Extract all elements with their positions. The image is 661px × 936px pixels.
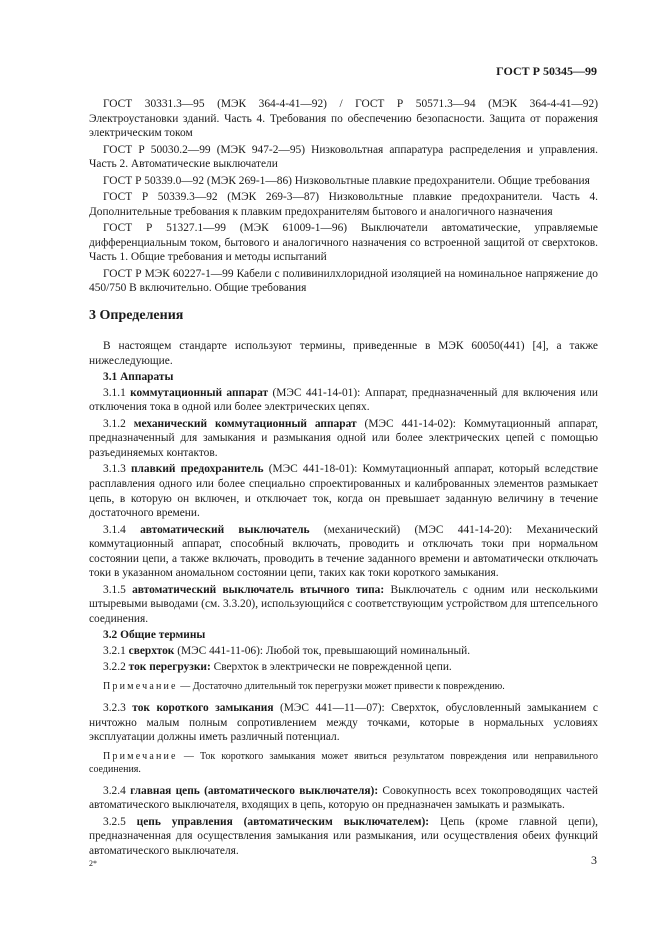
definition-text: (МЭС 441-14-01): Аппарат, предназначенный для включения или отключения тока в одной или более электрических цепях. xyxy=(89,386,599,414)
definition-term: сверхток xyxy=(128,644,175,657)
document-body xyxy=(89,97,598,860)
note xyxy=(89,680,598,693)
definition-number: 3.1.1 xyxy=(103,386,126,399)
reference-item: ГОСТ Р 50339.0—92 (МЭК 269-1—86) Низковольтные плавкие предохранители. Общие требования xyxy=(103,174,590,187)
sheet-mark: 2* xyxy=(89,859,97,868)
section-intro: В настоящем стандарте используют термины, приведенные в МЭК 60050(441) [4], а также нижеследующие. xyxy=(89,340,598,367)
note xyxy=(89,750,598,776)
subsection-title: 3.2 Общие термины xyxy=(103,629,206,642)
definition-text: Сверхток в электрически не поврежденной цепи. xyxy=(210,661,452,674)
definition-number: 3.1.5 xyxy=(103,583,126,596)
reference-item: ГОСТ 30331.3—95 (МЭК 364-4-41—92) / ГОСТ Р 50571.3—94 (МЭК 364-4-41—92) Электроустановки зданий. Часть 4. Требования по обеспечению безопасности. Защита от поражения электрическим током xyxy=(89,98,598,140)
reference-item: ГОСТ Р 51327.1—99 (МЭК 61009-1—96) Выключатели автоматические, управляемые дифференциальным током, бытового и аналогичного назначения со встроенной защитой от сверхтоков. Часть 1. Общие требования и методы испытаний xyxy=(89,221,598,264)
definition-term: ток перегрузки: xyxy=(128,661,211,674)
definition-number: 3.2.4 xyxy=(103,784,126,797)
definition-3-2-2 xyxy=(89,660,598,675)
reference-item: ГОСТ Р 50030.2—99 (МЭК 947-2—95) Низковольтная аппаратура распределения и управления. Часть 2. Автоматические выключатели xyxy=(89,143,598,171)
definition-number: 3.2.2 xyxy=(103,661,126,674)
definition-3-2-4 xyxy=(89,784,598,813)
definition-text: (МЭС 441-14-02): Коммутационный аппарат, предназначенный для замыкания и размыкания одной или более электрических цепей с помощью разъединяемых контактов. xyxy=(89,417,598,460)
definition-term: ток короткого замыкания xyxy=(132,701,274,714)
definition-3-1-1 xyxy=(89,386,598,415)
definition-number: 3.2.1 xyxy=(103,644,126,657)
definition-term: автоматический выключатель втычного типа: xyxy=(132,583,385,596)
definition-number: 3.1.2 xyxy=(103,417,126,430)
definition-text: Выключатель с одним или несколькими штыревыми выводами (см. 3.3.20), использующийся с соответствующим устройством для штепсельного соединения. xyxy=(89,583,598,625)
note-text: — Ток короткого замыкания может явиться результатом повреждения или неправильного соединения. xyxy=(89,750,598,775)
definition-text: (МЭС 441—11—07): Сверхток, обусловленный замыканием с ничтожно малым полным сопротивлением между точками, которые в нормальных условиях эксплуатации должны иметь различный потенциал. xyxy=(89,701,598,744)
definition-3-1-4 xyxy=(89,523,598,581)
definition-term: автоматический выключатель xyxy=(140,523,310,536)
subsection-title: 3.1 Аппараты xyxy=(103,371,174,384)
definition-3-2-5 xyxy=(89,815,598,859)
definition-number: 3.2.3 xyxy=(103,701,126,714)
definition-3-1-5 xyxy=(89,583,598,627)
definition-3-2-1 xyxy=(89,644,598,659)
definition-number: 3.2.5 xyxy=(103,815,126,828)
reference-item: ГОСТ Р МЭК 60227-1—99 Кабели с поливинилхлоридной изоляцией на номинальное напряжение до 450/750 В включительно. Общие требования xyxy=(89,267,598,295)
definition-text: (механический) (МЭС 441-14-20): Механический коммутационный аппарат, способный включать, проводить и отключать токи при нормальном состоянии цепи, а также включать, проводить в течение заданного времени и автоматически отключать токи в указанном аномальном состоянии цепи, таких как токи короткого замыкания. xyxy=(89,523,598,580)
note-text: — Достаточно длительный ток перегрузки может привести к повреждению. xyxy=(177,680,505,692)
definition-3-2-3 xyxy=(89,701,598,745)
definition-term: коммутационный аппарат xyxy=(130,386,269,399)
definition-text: Совокупность всех токопроводящих частей автоматического выключателя, входящих в цепь, которую он предназначен замыкать и размыкать. xyxy=(89,784,598,812)
definition-term: цепь управления (автоматическим выключателем): xyxy=(136,815,430,828)
page-number: 3 xyxy=(591,853,597,867)
definition-number: 3.1.4 xyxy=(103,523,126,536)
note-label: Примечание xyxy=(103,680,178,692)
reference-item: ГОСТ Р 50339.3—92 (МЭК 269-3—87) Низковольтные плавкие предохранители. Часть 4. Дополнительные требования к плавким предохранителям бытового и аналогичного назначения xyxy=(89,190,598,218)
definition-text: Цепь (кроме главной цепи), предназначенная для осуществления замыкания или размыкания, или осуществления обеих функций автоматического выключателя. xyxy=(89,815,598,857)
definition-text: (МЭС 441-18-01): Коммутационный аппарат, который вследствие расплавления одного или более специально спроектированных и калиброванных элементов размыкает цепь, в которую он включен, и отключает ток, когда он превышает заданную величину в течение достаточного времени. xyxy=(89,463,599,520)
definition-term: главная цепь (автоматического выключателя): xyxy=(130,784,379,797)
definition-3-1-2 xyxy=(89,417,598,461)
definition-term: механический коммутационный аппарат xyxy=(133,417,357,430)
definition-number: 3.1.3 xyxy=(103,463,126,476)
definition-text: (МЭС 441-11-06): Любой ток, превышающий номинальный. xyxy=(174,644,471,657)
definition-term: плавкий предохранитель xyxy=(130,463,264,476)
definition-3-1-3 xyxy=(89,462,598,520)
section-title: 3 Определения xyxy=(89,307,184,323)
document-header: ГОСТ Р 50345—99 xyxy=(496,64,597,78)
note-label: Примечание xyxy=(103,750,178,762)
